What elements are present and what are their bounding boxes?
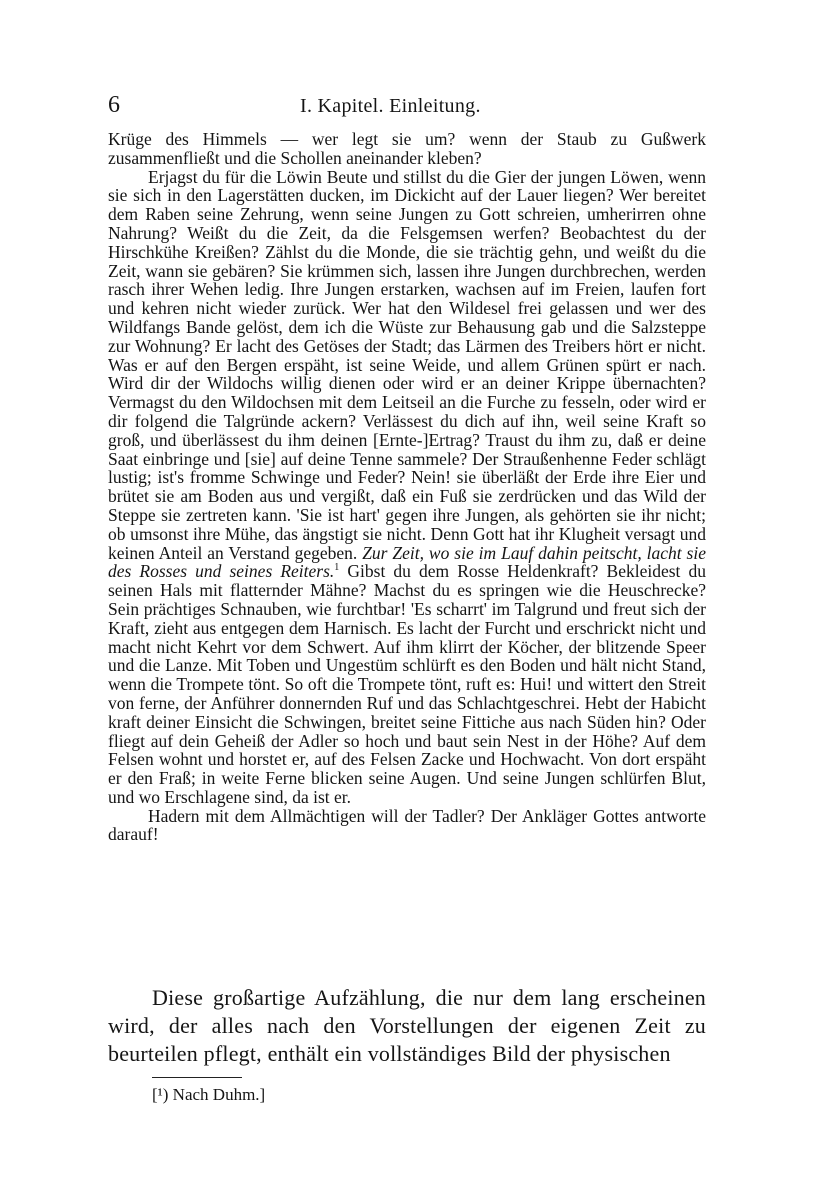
quote-paragraph-3: Hadern mit dem Allmächtigen will der Tadler? Der Ankläger Gottes antworte darauf!	[108, 805, 706, 845]
footnote-marker: 1	[334, 562, 340, 574]
footnote: [¹) Nach Duhm.]	[152, 1085, 266, 1104]
running-head: I. Kapitel. Einleitung.	[300, 95, 481, 117]
quote-paragraph-2	[108, 168, 706, 807]
quote-paragraph-2-text-b: Gibst du dem Rosse Heldenkraft? Bekleidest du seinen Hals mit flatternder Mähne? Machst du es springen wie die Heuschrecke? Sein prächtiges Schnauben, wie furchtbar! 'Es scharrt' im Talgrund und freut sich der Kraft, zieht aus entgegen dem Harnisch. Es lacht der Furcht und erschrickt nicht und macht nicht Kehrt vor dem Schwert. Auf ihm klirrt der Köcher, der blitzende Speer und die Lanze. Mit Toben und Ungestüm schlürft es den Boden und hält nicht Stand, wenn die Trompete tönt. So oft die Trompete tönt, ruft es: Hui! und wittert den Streit von ferne, der Anführer donnernden Ruf und das Schlachtgeschrei. Hebt der Habicht kraft deiner Einsicht die Schwingen, breitet seine Fittiche aus nach Süden hin? Oder fliegt auf dein Geheiß der Adler so hoch und baut sein Nest in der Höhe? Auf dem Felsen wohnt und horstet er, auf des Felsen Zacke und Hochwacht. Von dort erspäht er den Fraß; in weite Ferne blicken seine Augen. Und seine Jungen schlürfen Blut, und wo Erschlagene sind, da ist er.	[108, 561, 706, 807]
quote-paragraph-2-text-a: Erjagst du für die Löwin Beute und stillst du die Gier der jungen Löwen, wenn sie sich in den Lagerstätten ducken, im Dickicht auf der Lauer liegen? Wer bereitet dem Raben seine Zehrung, wenn seine Jungen zu Gott schreien, umherirren ohne Nahrung? Weißt du die Zeit, da die Felsgemsen werfen? Beobachtest du der Hirschkühe Kreißen? Zählst du die Monde, die sie trächtig gehn, und weißt du die Zeit, wann sie gebären? Sie krümmen sich, lassen ihre Jungen durchbrechen, werden rasch ihrer Wehen ledig. Ihre Jungen erstarken, wachsen auf im Freien, laufen fort und kehren nicht wieder zurück. Wer hat den Wildesel frei gelassen und wer des Wildfangs Bande gelöst, dem ich die Wüste zur Behausung gab und die Salzsteppe zur Wohnung? Er lacht des Getöses der Stadt; das Lärmen des Treibers hört er nicht. Was er auf den Bergen erspäht, ist seine Weide, und allem Grünen spürt er nach. Wird dir der Wildochs willig dienen oder wird er an deiner Krippe übernachten? Vermagst du den Wildochsen mit dem Leitseil an die Furche zu fesseln, oder wird er dir folgend die Talgründe ackern? Verlässest du dich auf ihn, weil seine Kraft so groß, und überlässest du ihm deinen [Ernte-]Ertrag? Traust du ihm zu, daß er deine Saat einbringe und [sie] auf deine Tenne sammele? Der Straußenhenne Feder schlägt lustig; ist's fromme Schwinge und Feder? Nein! sie überläßt der Erde ihre Eier und brütet sie am Boden aus und vergißt, daß ein Fuß sie zerdrücken und das Wild der Steppe sie zertreten kann. 'Sie ist hart' gegen ihre Jungen, als gehörten sie ihr nicht; ob umsonst ihre Mühe, das ängstigt sie nicht. Denn Gott hat ihr Klugheit versagt und keinen Anteil an Verstand gegeben.	[108, 166, 706, 563]
main-paragraph: Diese großartige Aufzählung, die nur dem lang erscheinen wird, der alles nach den Vorstellungen der eigenen Zeit zu beurteilen pflegt, enthält ein vollständiges Bild der physischen	[108, 985, 706, 1066]
quote-italic-passage: Zur Zeit, wo sie im Lauf dahin peitscht, lacht sie des Rosses und seines Reiters.	[108, 542, 706, 582]
page-header	[0, 92, 840, 122]
quoted-passage	[108, 130, 706, 844]
quote-paragraph-1: Krüge des Himmels — wer legt sie um? wenn der Staub zu Gußwerk zusammenfließt und die Schollen aneinander kleben?	[108, 129, 706, 168]
page-number: 6	[108, 92, 120, 118]
main-text	[108, 984, 706, 1068]
footnote-rule	[152, 1077, 242, 1078]
